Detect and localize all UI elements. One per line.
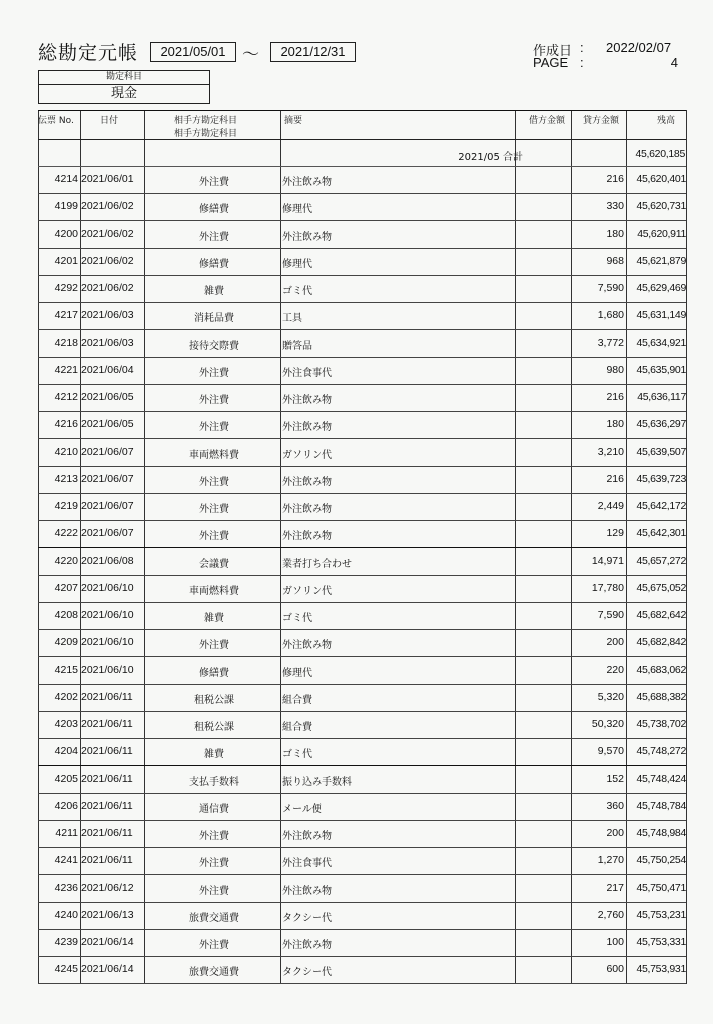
balance-cell: 45,639,723	[636, 472, 686, 485]
balance-cell: 45,750,471	[636, 881, 686, 894]
balance-cell: 45,629,469	[636, 282, 686, 294]
credit-amount-cell: 5,320	[597, 690, 624, 703]
slip-no-cell: 4201	[54, 254, 78, 267]
table-row	[38, 248, 686, 276]
page-label: PAGE	[533, 55, 569, 70]
table-row	[38, 302, 686, 330]
description-cell: タクシー代	[282, 967, 332, 979]
date-cell: 2021/06/04	[81, 363, 134, 376]
date-cell: 2021/06/14	[81, 936, 134, 948]
date-cell: 2021/06/03	[81, 309, 134, 322]
description-cell: 贈答品	[282, 340, 312, 352]
table-row	[38, 820, 686, 848]
balance-cell: 45,657,272	[636, 554, 686, 567]
balance-cell: 45,631,149	[636, 309, 686, 322]
counter-account-cell: 外注費	[199, 367, 229, 379]
slip-no-cell: 4207	[54, 581, 78, 594]
table-row	[38, 357, 686, 385]
slip-no-cell: 4210	[54, 445, 78, 458]
date-cell: 2021/06/10	[81, 609, 134, 621]
counter-account-cell: 外注費	[199, 395, 229, 406]
credit-amount-cell: 7,590	[597, 609, 624, 621]
description-cell: 外注飲み物	[282, 422, 332, 434]
counter-account-cell: 車両燃料費	[189, 449, 239, 461]
slip-no-cell: 4245	[54, 963, 78, 976]
date-cell: 2021/06/11	[81, 718, 133, 730]
counter-account-cell: 旅費交通費	[189, 967, 239, 979]
slip-no-cell: 4202	[54, 690, 78, 703]
description-cell: 修理代	[282, 258, 312, 270]
date-cell: 2021/06/02	[81, 254, 134, 267]
date-cell: 2021/06/11	[81, 772, 133, 785]
balance-cell: 45,620,911	[637, 227, 686, 240]
slip-no-cell: 4213	[54, 472, 78, 485]
balance-cell: 45,636,297	[636, 418, 686, 431]
page-title: 総勘定元帳	[38, 42, 139, 64]
date-cell: 2021/06/02	[81, 200, 134, 213]
description-cell: 外注食事代	[282, 858, 332, 870]
date-cell: 2021/06/10	[81, 636, 134, 649]
date-cell: 2021/06/12	[81, 881, 134, 894]
slip-no-cell: 4209	[54, 636, 78, 649]
date-cell: 2021/06/11	[81, 799, 133, 812]
credit-amount-cell: 217	[606, 881, 624, 894]
date-cell: 2021/06/11	[81, 690, 133, 703]
description-cell: 工具	[282, 313, 302, 325]
credit-amount-cell: 3,210	[597, 445, 624, 458]
counter-account-cell: 修繕費	[199, 258, 229, 270]
table-row	[38, 330, 686, 358]
col-description: 摘要	[284, 116, 303, 126]
counter-account-cell: 雑費	[204, 749, 224, 761]
balance-cell: 45,748,424	[636, 772, 686, 785]
balance-cell: 45,675,052	[636, 581, 686, 594]
credit-amount-cell: 600	[606, 963, 624, 976]
balance-cell: 45,738,702	[636, 718, 686, 730]
description-cell: 外注食事代	[282, 367, 332, 379]
date-cell: 2021/06/13	[81, 908, 134, 921]
balance-cell: 45,753,931	[636, 963, 686, 976]
date-cell: 2021/06/07	[81, 472, 134, 485]
counter-account-cell: 会議費	[199, 558, 229, 570]
date-cell: 2021/06/05	[81, 391, 134, 403]
balance-cell: 45,634,921	[636, 336, 686, 349]
counter-account-cell: 外注費	[199, 504, 229, 515]
table-row	[38, 493, 686, 521]
credit-amount-cell: 2,449	[597, 500, 624, 512]
balance-cell: 45,636,117	[637, 391, 686, 403]
date-cell: 2021/06/11	[81, 827, 133, 839]
col-counter-account-1: 相手方勘定科目	[174, 116, 238, 126]
balance-cell: 45,642,301	[636, 527, 686, 540]
slip-no-cell: 4221	[54, 363, 78, 376]
slip-no-cell: 4239	[54, 936, 78, 948]
credit-amount-cell: 9,570	[597, 745, 624, 758]
description-cell: ゴミ代	[282, 613, 312, 624]
credit-amount-cell: 3,772	[597, 336, 624, 349]
created-label: 作成日	[533, 43, 573, 58]
table-row	[38, 902, 686, 930]
table-row	[38, 875, 686, 903]
credit-amount-cell: 1,680	[597, 309, 624, 322]
date-cell: 2021/06/11	[81, 854, 133, 867]
slip-no-cell: 4214	[54, 173, 78, 185]
balance-cell: 45,748,272	[636, 745, 686, 758]
counter-account-cell: 外注費	[199, 858, 229, 870]
account-box	[38, 70, 210, 104]
date-cell: 2021/06/07	[81, 527, 134, 540]
slip-no-cell: 4240	[54, 908, 78, 921]
date-cell: 2021/06/02	[81, 227, 134, 240]
date-cell: 2021/06/03	[81, 336, 134, 349]
date-cell: 2021/06/07	[81, 500, 134, 512]
balance-cell: 45,753,331	[636, 936, 686, 948]
credit-amount-cell: 180	[606, 418, 624, 431]
balance-cell: 45,753,231	[636, 908, 686, 921]
table-row	[38, 766, 686, 794]
description-cell: 外注飲み物	[282, 640, 332, 652]
counter-account-cell: 雑費	[204, 286, 224, 297]
table-row	[38, 629, 686, 657]
table-row	[38, 275, 686, 303]
credit-amount-cell: 1,270	[597, 854, 624, 867]
table-row	[38, 793, 686, 821]
credit-amount-cell: 220	[606, 663, 624, 676]
table-row	[38, 384, 686, 412]
credit-amount-cell: 100	[606, 936, 624, 948]
table-row	[38, 602, 686, 630]
counter-account-cell: 外注費	[199, 476, 229, 488]
balance-cell: 45,642,172	[636, 500, 686, 512]
counter-account-cell: 外注費	[199, 831, 229, 842]
slip-no-cell: 4236	[54, 881, 78, 894]
counter-account-cell: 支払手数料	[189, 776, 239, 788]
description-cell: 組合費	[282, 722, 312, 733]
description-cell: ガソリン代	[282, 585, 332, 597]
slip-no-cell: 4292	[54, 282, 78, 294]
counter-account-cell: 車両燃料費	[189, 585, 239, 597]
slip-no-cell: 4218	[54, 336, 78, 349]
balance-cell: 45,620,401	[636, 173, 686, 185]
counter-account-cell: 消耗品費	[194, 313, 234, 325]
description-cell: 外注飲み物	[282, 231, 332, 243]
slip-no-cell: 4199	[54, 200, 78, 213]
description-cell: 外注飲み物	[282, 940, 332, 951]
table-row	[38, 657, 686, 685]
credit-amount-cell: 330	[606, 200, 624, 213]
col-date: 日付	[100, 116, 119, 126]
credit-amount-cell: 980	[606, 363, 624, 376]
page-number: 4	[670, 55, 678, 70]
counter-account-cell: 接待交際費	[189, 340, 239, 352]
summary-balance: 45,620,185	[635, 148, 685, 160]
table-row	[38, 166, 686, 194]
summary-label: 2021/05 合計	[458, 152, 523, 163]
account-label: 勘定科目	[39, 71, 209, 85]
date-range-separator: 〜	[242, 45, 259, 65]
summary-row	[38, 138, 686, 167]
slip-no-cell: 4204	[54, 745, 78, 758]
date-cell: 2021/06/10	[81, 581, 134, 594]
slip-no-cell: 4212	[54, 391, 78, 403]
date-cell: 2021/06/11	[81, 745, 133, 758]
description-cell: 組合費	[282, 694, 312, 706]
date-cell: 2021/06/08	[81, 554, 134, 567]
table-row	[38, 548, 686, 576]
slip-no-cell: 4220	[54, 554, 78, 567]
description-cell: ゴミ代	[282, 286, 312, 297]
date-cell: 2021/06/10	[81, 663, 134, 676]
counter-account-cell: 外注費	[199, 422, 229, 434]
counter-account-cell: 通信費	[199, 803, 229, 815]
counter-account-cell: 租税公課	[194, 722, 234, 733]
balance-cell: 45,683,062	[636, 663, 686, 676]
slip-no-cell: 4206	[54, 799, 78, 812]
slip-no-cell: 4200	[54, 227, 78, 240]
slip-no-cell: 4205	[54, 772, 78, 785]
credit-amount-cell: 216	[606, 391, 624, 403]
ledger-table	[38, 110, 686, 984]
counter-account-cell: 外注費	[199, 885, 229, 897]
credit-amount-cell: 200	[606, 827, 624, 839]
counter-account-cell: 租税公課	[194, 694, 234, 706]
credit-amount-cell: 200	[606, 636, 624, 649]
created-colon: :	[580, 40, 584, 55]
credit-amount-cell: 216	[606, 472, 624, 485]
table-row	[38, 711, 686, 739]
description-cell: 外注飲み物	[282, 504, 332, 515]
credit-amount-cell: 968	[606, 254, 624, 267]
table-row	[38, 439, 686, 467]
balance-cell: 45,621,879	[636, 254, 686, 267]
description-cell: ゴミ代	[282, 749, 312, 761]
col-credit: 貸方金額	[583, 116, 620, 126]
date-cell: 2021/06/14	[81, 963, 134, 976]
counter-account-cell: 外注費	[199, 231, 229, 243]
col-counter-account-2: 相手方勘定科目	[174, 129, 238, 139]
col-debit: 借方金額	[529, 116, 566, 126]
col-slip-no: 伝票 No.	[38, 116, 74, 126]
page-colon: :	[580, 55, 584, 70]
balance-cell: 45,748,984	[636, 827, 686, 839]
description-cell: 振り込み手数料	[282, 776, 352, 788]
description-cell: 修理代	[282, 204, 312, 216]
description-cell: メール便	[282, 803, 322, 815]
table-row	[38, 684, 686, 712]
credit-amount-cell: 360	[606, 799, 624, 812]
counter-account-cell: 外注費	[199, 940, 229, 951]
slip-no-cell: 4219	[54, 500, 78, 512]
date-to: 2021/12/31	[270, 42, 356, 62]
table-row	[38, 466, 686, 494]
counter-account-cell: 雑費	[204, 613, 224, 624]
credit-amount-cell: 7,590	[597, 282, 624, 294]
counter-account-cell: 外注費	[199, 177, 229, 188]
credit-amount-cell: 50,320	[591, 718, 624, 730]
table-row	[38, 929, 686, 957]
description-cell: 外注飲み物	[282, 177, 332, 188]
description-cell: ガソリン代	[282, 449, 332, 461]
description-cell: 業者打ち合わせ	[282, 558, 352, 570]
balance-cell: 45,750,254	[636, 854, 686, 867]
slip-no-cell: 4222	[54, 527, 78, 540]
description-cell: 修理代	[282, 667, 312, 679]
table-header	[38, 110, 686, 140]
table-row	[38, 411, 686, 439]
balance-cell: 45,682,642	[636, 609, 686, 621]
credit-amount-cell: 17,780	[591, 581, 624, 594]
slip-no-cell: 4211	[55, 827, 78, 839]
slip-no-cell: 4217	[54, 309, 78, 322]
slip-no-cell: 4216	[54, 418, 78, 431]
table-row	[38, 193, 686, 221]
balance-cell: 45,635,901	[636, 363, 686, 376]
account-value: 現金	[110, 86, 137, 101]
date-cell: 2021/06/01	[81, 173, 134, 185]
slip-no-cell: 4208	[54, 609, 78, 621]
counter-account-cell: 修繕費	[199, 667, 229, 679]
balance-cell: 45,682,842	[636, 636, 686, 649]
credit-amount-cell: 216	[606, 173, 624, 185]
description-cell: 外注飲み物	[282, 531, 332, 543]
credit-amount-cell: 14,971	[591, 554, 624, 567]
description-cell: タクシー代	[282, 912, 332, 924]
description-cell: 外注飲み物	[282, 885, 332, 897]
slip-no-cell: 4215	[54, 663, 78, 676]
date-from: 2021/05/01	[150, 42, 236, 62]
col-balance: 残高	[657, 116, 676, 126]
created-date: 2022/02/07	[606, 40, 672, 55]
counter-account-cell: 旅費交通費	[189, 912, 239, 924]
balance-cell: 45,620,731	[636, 200, 686, 213]
slip-no-cell: 4241	[54, 854, 78, 867]
table-row	[38, 520, 686, 548]
balance-cell: 45,748,784	[636, 799, 686, 812]
credit-amount-cell: 2,760	[597, 908, 624, 921]
table-row	[38, 847, 686, 875]
table-row	[38, 738, 686, 766]
table-row	[38, 575, 686, 603]
date-cell: 2021/06/02	[81, 282, 134, 294]
date-cell: 2021/06/05	[81, 418, 134, 431]
table-row	[38, 956, 686, 984]
counter-account-cell: 外注費	[199, 640, 229, 652]
description-cell: 外注飲み物	[282, 476, 332, 488]
credit-amount-cell: 129	[606, 527, 624, 540]
credit-amount-cell: 180	[606, 227, 624, 240]
date-cell: 2021/06/07	[81, 445, 134, 458]
slip-no-cell: 4203	[54, 718, 78, 730]
counter-account-cell: 外注費	[199, 531, 229, 543]
credit-amount-cell: 152	[606, 772, 624, 785]
description-cell: 外注飲み物	[282, 831, 332, 842]
description-cell: 外注飲み物	[282, 395, 332, 406]
balance-cell: 45,639,507	[636, 445, 686, 458]
counter-account-cell: 修繕費	[199, 204, 229, 216]
table-row	[38, 221, 686, 249]
balance-cell: 45,688,382	[636, 690, 686, 703]
